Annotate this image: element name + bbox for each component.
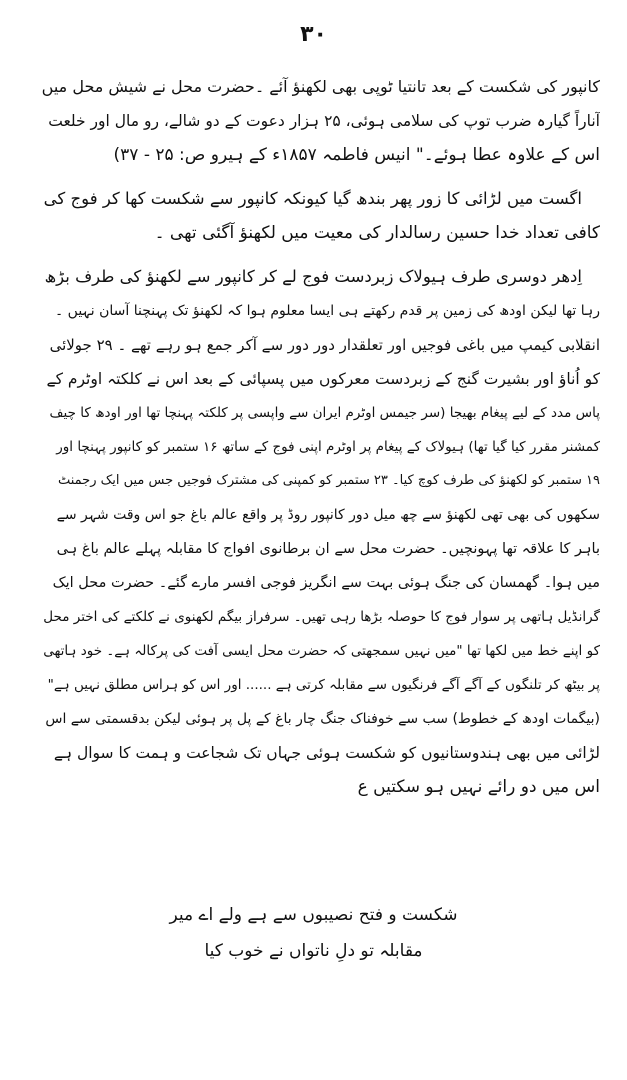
body-text bbox=[40, 70, 600, 814]
text-line: ۱۹ ستمبر کو لکھنؤ کی طرف کوچ کیا۔ ۲۳ ستمبر کو کمپنی کی مشترک فوجیں جس میں ایک رجمنٹ bbox=[57, 473, 600, 488]
text-line: گرانڈیل ہاتھی پر سوار فوج کا حوصلہ بڑھا رہی تھیں۔ سرفراز بیگم لکھنوی نے کلکتے کی اختر محل bbox=[43, 609, 600, 625]
text-line: کمشنر مقرر کیا گیا تھا) ہیولاک کے پیغام پر اوٹرم اپنی فوج کے ساتھ ۱۶ ستمبر کو کانپور پہنچا اور bbox=[56, 439, 600, 455]
text-line: کانپور کی شکست کے بعد تانتیا ٹوپی بھی لکھنؤ آئے ۔حضرت محل نے شیش محل میں bbox=[41, 77, 600, 96]
text-line: کو اپنے خط میں لکھا تھا "میں نہیں سمجھتی کہ حضرت محل ایسی آفت کی پرکالہ ہے۔ خود ہاتھی bbox=[43, 643, 600, 659]
text-line: باہر کا علاقہ تھا پہونچیں۔ حضرت محل سے ان برطانوی افواج کا مقابلہ پہلے عالم باغ ہی bbox=[56, 541, 600, 557]
text-line: انقلابی کیمپ میں باغی فوجیں اور تعلقدار دور دور سے آکر جمع ہو رہے تھے ۔ ۲۹ جولائی bbox=[49, 336, 600, 354]
text-line: لڑائی میں بھی ہندوستانیوں کو شکست ہوئی جہاں تک شجاعت و ہمت کا سوال ہے bbox=[53, 744, 600, 762]
text-line: آناراً گیارہ ضرب توپ کی سلامی ہوئی، ۲۵ ہزار دعوت کے دو شالے، رو مال اور خلعت bbox=[48, 112, 600, 130]
text-line: اگست میں لڑائی کا زور پھر بندھ گیا کیونکہ کانپور سے شکست کھا کر فوج کی bbox=[43, 189, 582, 208]
verse-line-1: شکست و فتح نصیبوں سے ہے ولے اے میر bbox=[169, 905, 458, 925]
text-line: کافی تعداد خدا حسین رسالدار کی معیت میں لکھنؤ آگئی تھی ۔ bbox=[154, 223, 600, 243]
text-line: پاس مدد کے لیے پیغام بھیجا (سر جیمس اوٹرم ایران سے واپسی پر کلکتہ پہنچا تھا اور اودھ کا چیف bbox=[49, 405, 600, 421]
verse-line-2: مقابلہ تو دلِ ناتواں نے خوب کیا bbox=[204, 941, 423, 961]
text-line: رہا تھا لیکن اودھ کی زمین پر قدم رکھتے ہی ایسا معلوم ہوا کہ لکھنؤ تک پہنچنا آسان نہیں ۔ bbox=[55, 303, 600, 319]
text-line: اِدھر دوسری طرف ہیولاک زبردست فوج لے کر کانپور سے لکھنؤ کی طرف بڑھ bbox=[44, 267, 582, 286]
text-line: پر بیٹھ کر تلنگوں کے آگے آگے فرنگیوں سے مقابلہ کرتی ہے ...... اور اس کو ہراس مطلق نہیں ہے" bbox=[47, 677, 600, 693]
paragraph-1 bbox=[40, 70, 600, 172]
text-line: اس کے علاوہ عطا ہوئے۔" انیس فاطمہ ۱۸۵۷ء کے ہیرو ص: ۲۵ - ۳۷) bbox=[113, 145, 600, 165]
paragraph-3 bbox=[40, 260, 600, 804]
text-line: سکھوں کی بھی تھی لکھنؤ سے چھ میل دور کانپور روڈ پر واقع عالم باغ جو اس وقت شہر سے bbox=[56, 507, 600, 523]
text-line: (بیگمات اودھ کے خطوط) سب سے خوفناک جنگ چار باغ کے پل پر ہوئی لیکن بدقسمتی سے اس bbox=[45, 711, 600, 727]
verse-couplet bbox=[0, 897, 627, 969]
paragraph-2 bbox=[40, 182, 600, 250]
page-number: ۳۰ bbox=[300, 22, 327, 47]
text-line: میں ہوا۔ گھمسان کی جنگ ہوئی بہت سے انگریز فوجی افسر مارے گئے۔ حضرت محل ایک bbox=[52, 575, 600, 591]
text-line: کو اُناؤ اور بشیرت گنج کے زبردست معرکوں میں پسپائی کے بعد اس نے کلکتہ اوٹرم کے bbox=[46, 370, 600, 388]
text-line: اس میں دو رائے نہیں ہو سکتیں ع bbox=[357, 777, 600, 797]
